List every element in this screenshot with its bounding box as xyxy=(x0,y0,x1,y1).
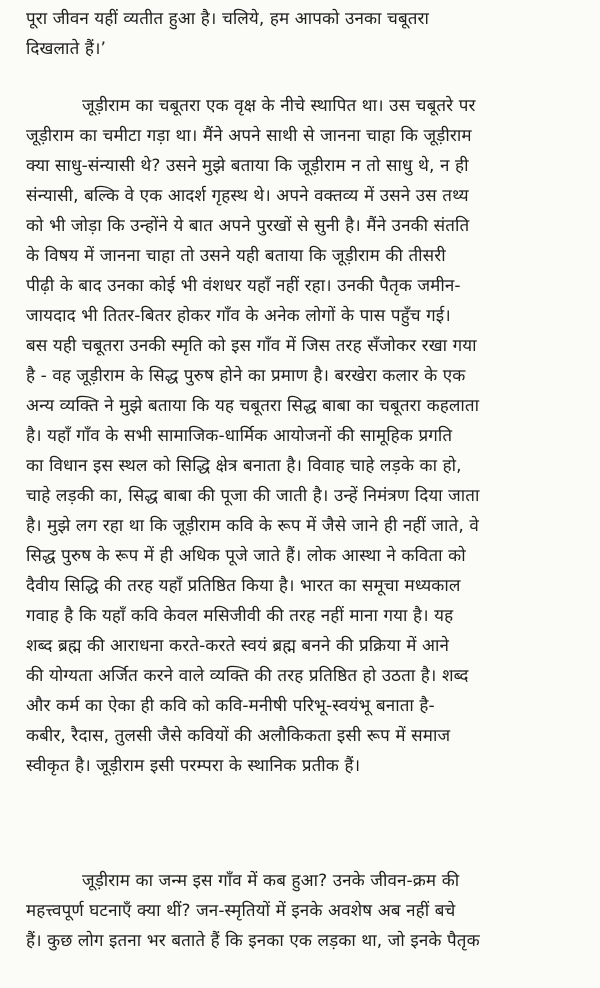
text-line: पीढ़ी के बाद उनका कोई भी वंशधर यहाँ नहीं रहा। उनकी पैतृक जमीन- xyxy=(26,276,461,296)
text-line: जूड़ीराम का जन्म इस गाँव में कब हुआ? उनके जीवन-क्रम की xyxy=(82,871,460,891)
text-line: जूड़ीराम का चबूतरा एक वृक्ष के नीचे स्थापित था। उस चबूतरे पर xyxy=(82,96,476,116)
text-line: गवाह है कि यहाँ कवि केवल मसिजीवी की तरह नहीं माना गया है। यह xyxy=(26,606,454,626)
text-line: शब्द ब्रह्म की आराधना करते-करते स्वयं ब्रह्म बनने की प्रक्रिया में आने xyxy=(26,636,449,656)
text-line: संन्यासी, बल्कि वे एक आदर्श गृहस्थ थे। अपने वक्तव्य में उसने उस तथ्य xyxy=(26,186,469,206)
text-line: स्वीकृत है। जूड़ीराम इसी परम्परा के स्थानिक प्रतीक हैं। xyxy=(26,756,361,776)
text-line: दिखलाते हैं।’ xyxy=(26,39,107,59)
text-line: और कर्म का ऐका ही कवि को कवि-मनीषी परिभू-स्वयंभू बनाता है- xyxy=(26,696,435,716)
text-line: हैं। कुछ लोग इतना भर बताते हैं कि इनका एक लड़का था, जो इनके पैतृक xyxy=(26,931,480,951)
text-line: है। यहाँ गाँव के सभी सामाजिक-धार्मिक आयोजनों की सामूहिक प्रगति xyxy=(26,426,453,446)
text-line: का विधान इस स्थल को सिद्धि क्षेत्र बनाता है। विवाह चाहे लड़के का हो, xyxy=(26,456,462,476)
text-line: अन्य व्यक्ति ने मुझे बताया कि यह चबूतरा सिद्ध बाबा का चबूतरा कहलाता xyxy=(26,396,480,416)
text-line: है। मुझे लग रहा था कि जूड़ीराम कवि के रूप में जैसे जाने ही नहीं जाते, वे xyxy=(26,516,479,536)
text-line xyxy=(26,781,600,811)
text-line: जायदाद भी तितर-बितर होकर गाँव के अनेक लोगों के पास पहुँच गई। xyxy=(26,306,451,326)
text-line: की योग्यता अर्जित करने वाले व्यक्ति की तरह प्रतिष्ठित हो उठता है। शब्द xyxy=(26,666,469,686)
text-line: जूड़ीराम का चमीटा गड़ा था। मैंने अपने साथी से जानना चाहा कि जूड़ीराम xyxy=(26,126,472,146)
text-line: सिद्ध पुरुष के रूप में ही अधिक पूजे जाते हैं। लोक आस्था ने कविता को xyxy=(26,546,466,566)
text-line: क्या साधु-संन्यासी थे? उसने मुझे बताया कि जूड़ीराम न तो साधु थे, न ही xyxy=(26,156,469,176)
text-line xyxy=(26,811,600,841)
text-line: को भी जोड़ा कि उन्होंने ये बात अपने पुरखों से सुनी है। मैंने उनकी संतति xyxy=(26,216,470,236)
text-line: कबीर, रैदास, तुलसी जैसे कवियों की अलौकिकता इसी रूप में समाज xyxy=(26,726,451,746)
text-line: चाहे लड़की का, सिद्ध बाबा की पूजा की जाती है। उन्हें निमंत्रण दिया जाता xyxy=(26,486,480,506)
text-line: के विषय में जानना चाहा तो उसने यही बताया कि जूड़ीराम की तीसरी xyxy=(26,246,446,266)
text-line: महत्त्वपूर्ण घटनाएँ क्या थीं? जन-स्मृतियों में इनके अवशेष अब नहीं बचे xyxy=(26,901,456,921)
text-line: पूरा जीवन यहीं व्यतीत हुआ है। चलिये, हम आपको उनका चबूतरा xyxy=(26,9,429,29)
text-line: दैवीय सिद्धि की तरह यहाँ प्रतिष्ठित किया है। भारत का समूचा मध्यकाल xyxy=(26,576,461,596)
text-line: बस यही चबूतरा उनकी स्मृति को इस गाँव में जिस तरह सँजोकर रखा गया xyxy=(26,336,477,356)
text-line: है - वह जूड़ीराम के सिद्ध पुरुष होने का प्रमाण है। बरखेरा कलार के एक xyxy=(26,366,466,386)
